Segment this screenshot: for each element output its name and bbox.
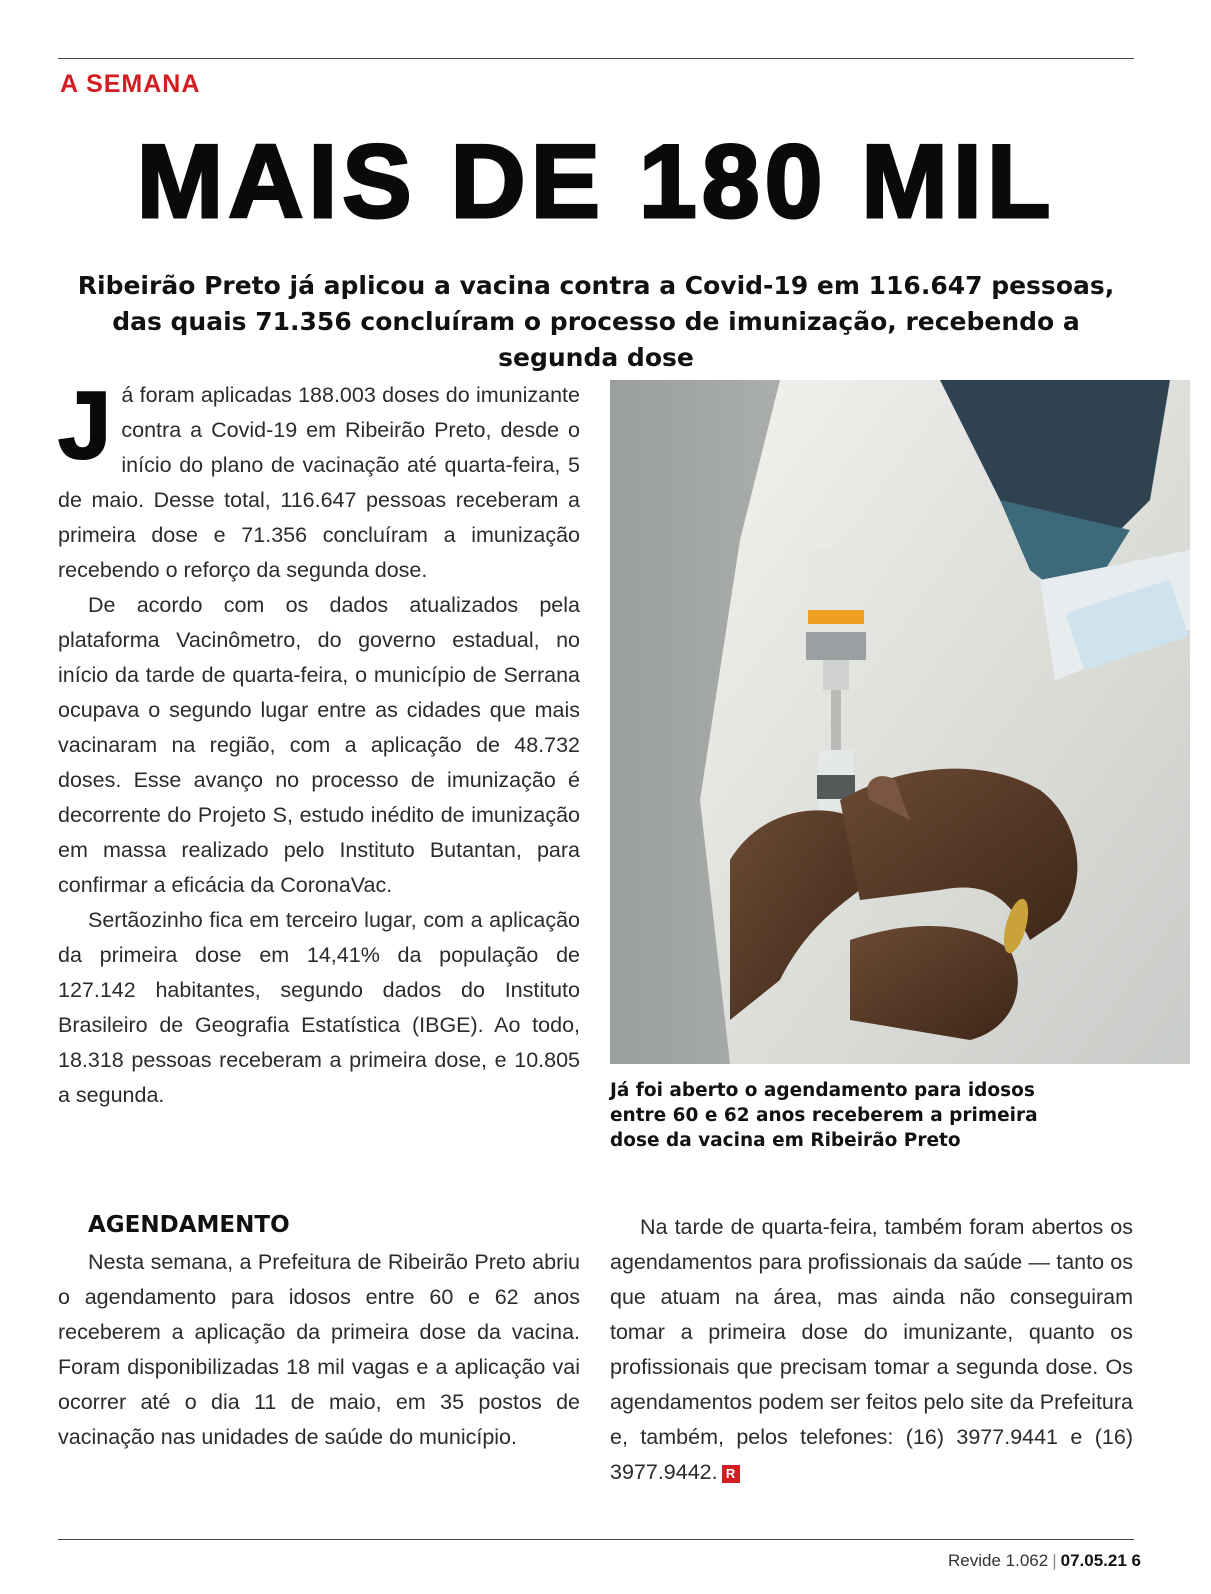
paragraph-5-text: Na tarde de quarta-feira, também foram abertos os agendamentos para profissionais da saúde — tanto os que atuam na área, mas ainda não conseguiram tomar a primeira dose do imunizante, quanto os profissionais que precisam tomar a segunda dose. Os agendamentos podem ser feitos pelo site da Prefeitura e, também, pelos telefones: (16) 3977.9441 e (16) 3977.9442. [610,1215,1133,1484]
article-column-bottom-left [58,1245,580,1455]
top-rule [58,58,1134,59]
page-footer [948,1551,1141,1571]
section-subhead: AGENDAMENTO [88,1212,290,1238]
photo-caption: Já foi aberto o agendamento para idosos entre 60 e 62 anos receberem a primeira dose da vacina em Ribeirão Preto [610,1080,1038,1151]
page-number: 6 [1131,1551,1141,1570]
paragraph-3: Sertãozinho fica em terceiro lugar, com a aplicação da primeira dose em 14,41% da população de 127.142 habitantes, segundo dados do Instituto Brasileiro de Geografia Estatística (IBGE). Ao todo, 18.318 pessoas receberam a primeira dose, e 10.805 a segunda. [58,908,580,1107]
issue-date: 07.05.21 [1060,1551,1127,1570]
footer-separator: | [1052,1551,1057,1570]
paragraph-4: Nesta semana, a Prefeitura de Ribeirão Preto abriu o agendamento para idosos entre 60 e 62 anos receberem a aplicação da primeira dose da vacina. Foram disponibilizadas 18 mil vagas e a aplicação vai ocorrer até o dia 11 de maio, em 35 postos de vacinação nas unidades de saúde do município. [58,1250,580,1449]
deck-subtitle: Ribeirão Preto já aplicou a vacina contra a Covid-19 em 116.647 pessoas, das quais 71.356 concluíram o processo de imunização, recebendo a segunda dose [77,271,1115,372]
paragraph-1 [58,372,580,588]
vaccine-photo [610,380,1190,1064]
magazine-issue: Revide 1.062 [948,1551,1049,1570]
headline: MAIS DE 180 MIL [136,124,1056,240]
paragraph-2: De acordo com os dados atualizados pela plataforma Vacinômetro, do governo estadual, no início da tarde de quarta-feira, o município de Serrana ocupava o segundo lugar entre as cidades que mais vacinaram na região, com a aplicação de 48.732 doses. Esse avanço no processo de imunização é decorrente do Projeto S, estudo inédito de imunização em massa realizado pelo Instituto Butantan, para confirmar a eficácia da CoronaVac. [58,593,580,897]
drop-cap: J [58,372,112,479]
section-label: A SEMANA [60,70,201,98]
article-column-bottom-right [610,1210,1133,1490]
end-mark-icon: R [722,1465,740,1483]
paragraph-1-text: á foram aplicadas 188.003 doses do imunizante contra a Covid-19 em Ribeirão Preto, desde o início do plano de vacinação até quarta-feira, 5 de maio. Desse total, 116.647 pessoas receberam a primeira dose e 71.356 concluíram a imunização recebendo o reforço da segunda dose. [58,383,580,582]
paragraph-5 [610,1210,1133,1490]
article-column-left [58,372,580,1113]
bottom-rule [58,1539,1134,1540]
